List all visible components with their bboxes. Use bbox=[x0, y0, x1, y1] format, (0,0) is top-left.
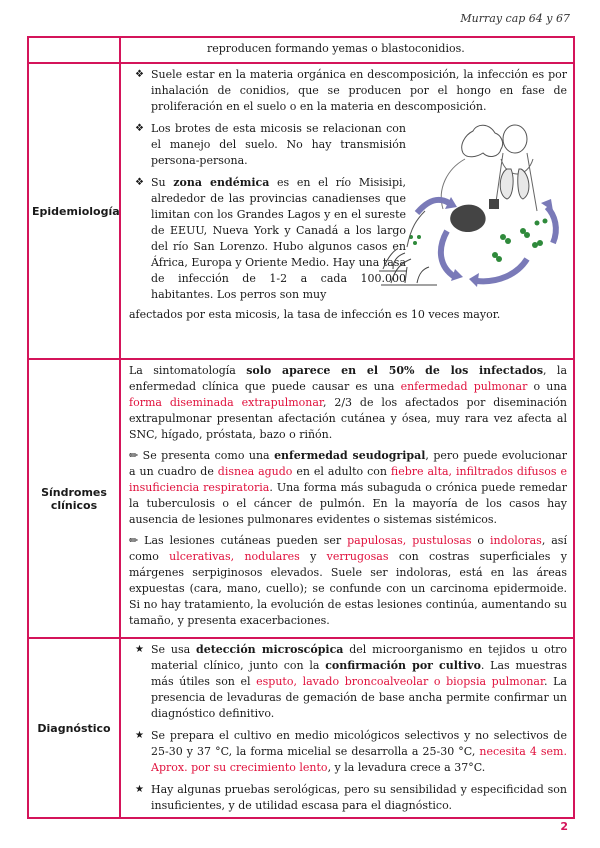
list-item: ★ Se usa detección microscópica del microorganismo en tejidos u otro material clínico, junto con la confirmación por cultivo. Las muestras más útiles son el esputo, lavado broncoalveolar o biopsia pulmonar. La presencia de levaduras de gemación de base ancha permite confirmar un diagnóstico definitivo. bbox=[135, 643, 568, 720]
star-bullet-icon: ★ bbox=[135, 644, 144, 655]
table-row bbox=[28, 63, 574, 359]
syndromes-paragraph-2: ✏ Se presenta como una enfermedad seudogripal, pero puede evolucionar a un cuadro de disnea agudo en el adulto con fiebre alta, infiltrados difusos e insuficiencia respiratoria. Una forma más subaguda o crónica puede remedar la tuberculosis o el cáncer de pulmón. En la mayoría de los casos hay ausencia de lesiones pulmonares evidentes o sistemas sistémicos. bbox=[129, 449, 568, 526]
pencil-icon: ✏ bbox=[129, 534, 139, 547]
continuation-text: reproducen formando yemas o blastoconidios. bbox=[207, 42, 465, 55]
list-item: ❖ Los brotes de esta micosis se relacionan con el manejo del suelo. No hay transmisión persona-persona. bbox=[135, 122, 406, 167]
running-header: Murray cap 64 y 67 bbox=[460, 12, 570, 25]
list-item: ❖ Su zona endémica es en el río Misisipi, alrededor de las provincias canadienses que limitan con los Grandes Lagos y en el sureste de EEUU, Nueva York y Canadá a los largo del río San Lorenzo. Hubo algunos casos en África, Europa y Oriente Medio. Hay una tasa de infección de 1-2 a cada 100.000 habitantes. Los perros son muy bbox=[135, 176, 407, 301]
row-label-epidemiology: Epidemiología bbox=[28, 63, 120, 359]
empty-label-cell bbox=[28, 37, 120, 63]
star-bullet-icon: ★ bbox=[135, 784, 144, 795]
life-cycle-illustration bbox=[377, 119, 567, 289]
page-number: 2 bbox=[560, 820, 568, 833]
table-row bbox=[28, 359, 574, 638]
row-label-syndromes: Síndromes clínicos bbox=[28, 359, 120, 638]
continuation-cell bbox=[120, 37, 574, 63]
diamond-bullet-icon: ❖ bbox=[135, 69, 144, 80]
star-bullet-icon: ★ bbox=[135, 730, 144, 741]
syndromes-paragraph-3: ✏ Las lesiones cutáneas pueden ser papulosas, pustulosas o indoloras, así como ulcerativas, nodulares y verrugosas con costras superficiales y márgenes serpiginosos elevados. Suele ser indoloras, está en las áreas expuestas (cara, mano, cuello); se confunde con un carcinoma epidermoide. Si no hay tratamiento, la evolución de estas lesiones continúa, aumentando su tamaño, y presenta exacerbaciones. bbox=[129, 534, 567, 627]
list-item: ❖ Suele estar en la materia orgánica en descomposición, la infección es por inhalación de conidios, que se producen por el hongo en fase de proliferación en el suelo o en la materia en descomposición. bbox=[135, 68, 567, 113]
diamond-bullet-icon: ❖ bbox=[135, 123, 144, 134]
list-item: ★ Se prepara el cultivo en medio micológicos selectivos y no selectivos de 25-30 y 37 °C, la forma micelial se desarrolla a 25-30 °C, necesita 4 sem. Aprox. por su crecimiento lento, y la levadura crece a 37°C. bbox=[135, 729, 567, 774]
diagnosis-list bbox=[129, 642, 567, 814]
list-item: ★ Hay algunas pruebas serológicas, pero su sensibilidad y especificidad son insuficientes, y de utilidad escasa para el diagnóstico. bbox=[135, 783, 567, 812]
content-table bbox=[27, 36, 575, 819]
syndromes-content bbox=[120, 359, 574, 638]
table-row bbox=[28, 638, 574, 818]
pencil-icon: ✏ bbox=[129, 449, 139, 462]
row-label-diagnosis: Diagnóstico bbox=[28, 638, 120, 818]
diagnosis-content bbox=[120, 638, 574, 818]
syndromes-paragraph-1: La sintomatología solo aparece en el 50% de los infectados, la enfermedad clínica que puede causar es una enfermedad pulmonar o una forma diseminada extrapulmonar, 2/3 de los afectados por diseminación extrapulmonar presentan afectación cutánea y ósea, muy rara vez afecta al SNC, hígado, próstata, bazo o riñón. bbox=[129, 364, 567, 441]
epidemiology-last-line: afectados por esta micosis, la tasa de infección es 10 veces mayor. bbox=[129, 308, 501, 321]
diamond-bullet-icon: ❖ bbox=[135, 177, 144, 188]
epidemiology-content bbox=[120, 63, 574, 359]
table-row bbox=[28, 37, 574, 63]
